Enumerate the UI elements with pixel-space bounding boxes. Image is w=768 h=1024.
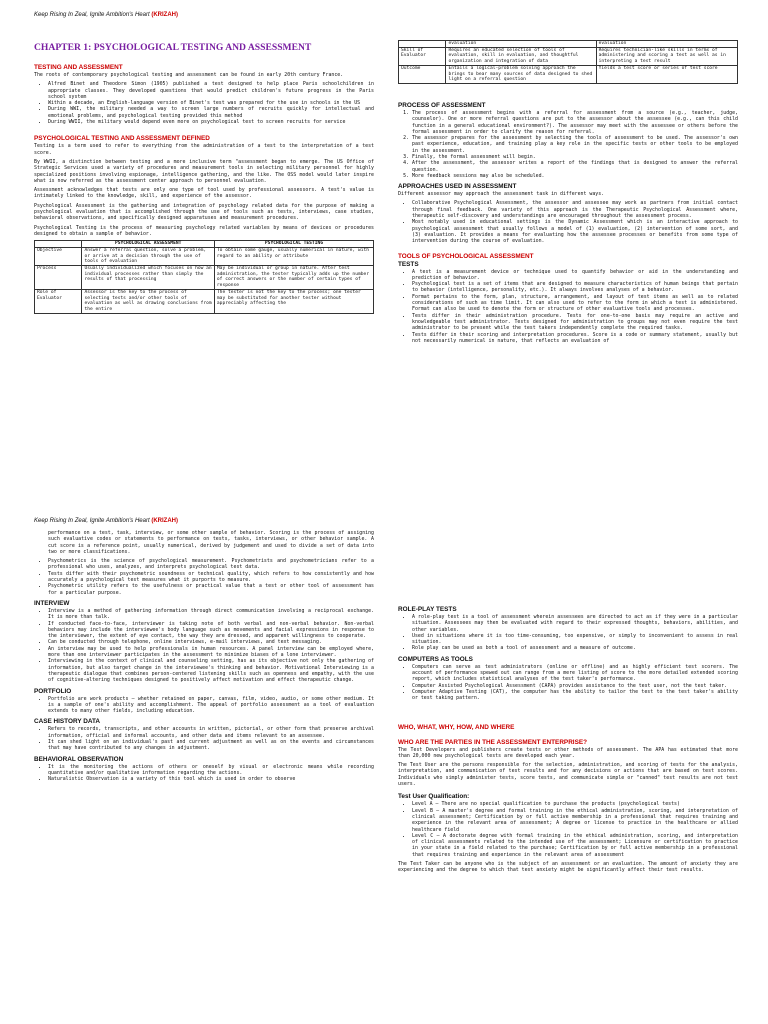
table-cell: Skill of Evaluator <box>399 47 446 65</box>
list-item: • Computer Adaptive Testing (CAT), the computer has the ability to tailor the test to the test taker's ability or test taking pattern. <box>412 689 738 702</box>
list-item: • Tests differ with their psychometric soundness or technical quality, which refers to how consistently and how accurately a psychological test measures what it purports to measure. <box>48 571 374 584</box>
list-item: • During WWI, the military needed a way to screen large numbers of recruits quickly for intellectual and emotional problems, and psychological testing provided this method <box>48 106 374 119</box>
table-cell: Yields a test score or series of test score <box>596 65 737 83</box>
table-header-row <box>35 241 374 248</box>
heading-tools: TOOLS OF PSYCHOLOGICAL ASSESSMENT <box>398 252 534 260</box>
list-item: • Level C – A doctorate degree with formal training in the ethical administration, scoring, and interpretation of clinical assessments related to the intended use of the assessment; Licensure or certification to practice in your state in a field related to the purchase; Certification by or full active membership in a professional that requires training and experience in the relevant area of assessment <box>412 833 738 858</box>
assessment-definition: Assessment acknowledges that tests are only one type of tool used by professional assessors. A test's value is intimately linked to the knowledge, skill, and experience of the assessor. <box>34 187 374 200</box>
table-cell: Entails a logical-problem solving approach the brings to bear many sources of data designed to shed light on a referral question <box>446 65 596 83</box>
list-item: • Alfred Binet and Theodore Simon (1905) published a test designed to help place Paris schoolchildren in appropriate classes. They developed questions that would predict children's future progress in the Paris school system <box>48 81 374 100</box>
heading-test-user-qualification: Test User Qualification: <box>398 793 470 801</box>
levels-list <box>398 801 738 858</box>
heading-behavioral-observation: BEHAVIORAL OBSERVATION <box>34 755 124 763</box>
list-item: 1. The process of assessment begins with a referral for assessment from a source (e.g., teacher, judge, counselor). One or more referral questions are put to the assessor about the assessee (e.g., can this child function in a general educational environment?). The assessor may meet with the assessee or others before the formal assessment in order to clarify the reason for referral. <box>412 110 738 135</box>
heading-process: PROCESS OF ASSESSMENT <box>398 101 486 109</box>
table-header-cell: PSYCHOLOGICAL ASSESSMENT <box>82 241 214 248</box>
table-cell <box>399 41 446 48</box>
list-item: • During WWII, the military would depend even more on psychological test to screen recruits for service <box>48 119 374 125</box>
test-developers-paragraph: The Test Developers and publishers create tests or other methods of assessment. The APA has estimated that more than 20,000 new psychological tests are developed each year. <box>398 746 738 759</box>
psych-assessment-definition: Psychological Assessment is the gathering and integration of psychology related data for the purpose of making a psychological evaluation that is accomplished through the use of tools such as tests, interviews, case studies, behavioral observations, and specifically designed apparatuses and measurement procedures. <box>34 202 374 222</box>
page-header <box>34 12 178 18</box>
page2-right-column <box>398 602 738 1024</box>
table-cell: Answer a referral question, solve a problem, or arrive at a decision through the use of tools of evaluation <box>82 247 214 265</box>
page-2 <box>0 512 768 1024</box>
page2-left-column <box>34 530 374 1024</box>
list-item: 3. Finally, the formal assessment will begin. <box>412 154 738 160</box>
table-cell: evaluation <box>596 41 737 48</box>
testing-definition: Testing is a term used to refer to everything from the administration of a test to the interpretation of a test score. <box>34 143 374 156</box>
list-item: • Psychometric utility refers to the usefulness or practical value that a test or other tool of assessment has for a particular purpose. <box>48 583 374 596</box>
list-item: • Psychometrics is the science of psychological measurement. Psychometrists and psychometricians refer to a professional who uses, analyzes, and interprets psychological test data. <box>48 558 374 571</box>
list-item: • Within a decade, an English-language version of Binet's test was prepared for the use in schools in the US <box>48 100 374 106</box>
intro-paragraph: The roots of contemporary psychological testing and assessment can be found in early 20th century France. <box>34 72 344 78</box>
heading-computers: COMPUTERS AS TOOLS <box>398 655 473 663</box>
list-item: • An interview may be used to help professionals in human resources. A panel interview can be employed where, more than one interviewer participates in the assessment to minimize biases of a lone interviewer. <box>48 646 374 659</box>
list-item: • It can shed light on an individual's past and current adjustment as well as on the events and circumstances that may have contributed to any changes in adjustment. <box>48 739 374 752</box>
page1-left-column <box>34 60 374 510</box>
score-continued: performance on a test, task, interview, or some other sample of behavior. Scoring is the process of assigning such evaluative codes or statements to performance on tests, tasks, interviews, or other behavior sample. A cut score is a reference point, usually numerical, derived by judgement and used to divide a set of data into two or more classifications. <box>48 530 374 555</box>
list-item: • Interviewing in the context of clinical and counseling setting, has as its objective not only the gathering of information, but also target change in the interviewee's thinking and behavior. Motivational Interviewing is a therapeutic dialogue that combines person-centered listening skills such as openness and empathy, with the use of cognitive-altering techniques designed to positively affect motivation and effect therapeutic change. <box>48 658 374 683</box>
list-item: • Tests differ in their administration procedure. Tests for one-to-one basis may require an active and knowledgeable test administrator. Tests designed for administration to groups may not even require the test administrator to be present while the test takers independently complete the required tasks. <box>412 313 738 332</box>
psych-testing-definition: Psychological Testing is the process of measuring psychology related variables by means of devices or procedures designed to obtain a sample of behavior. <box>34 224 374 237</box>
table-cell: The tester is not the key to the process; one tester may be substituted for another tester without appreciably affecting the <box>214 289 373 313</box>
heading-defined: PSYCHOLOGICAL TESTING AND ASSESSMENT DEFINED <box>34 135 210 143</box>
table-cell: evaluation <box>446 41 596 48</box>
approaches-intro: Different assessor may approach the assessment task in different ways. <box>398 191 605 198</box>
heading-who-what: WHO, WHAT, WHY, HOW, AND WHERE <box>398 723 515 731</box>
table-row <box>35 266 374 290</box>
table-cell: Assessor is the key to the process of selecting tests and/or other tools of evaluation as well as drawing conclusions from the entire <box>82 289 214 313</box>
table-cell: Requires technician-like skills in terms of administering and scoring a test as well as in interpreting a test result <box>596 47 737 65</box>
table-cell: May be individual or group in nature. After test administration, the tester typically adds up the number of correct answers or the number of certain types of response <box>214 266 373 290</box>
psychometrics-list <box>34 558 374 596</box>
chapter-title: CHAPTER 1: PSYCHOLOGICAL TESTING AND ASSESSMENT <box>34 42 312 53</box>
approaches-list <box>398 200 738 244</box>
heading-parties: WHO ARE THE PARTIES IN THE ASSESSMENT ENTERPRISE? <box>398 738 588 746</box>
table-cell: Requires an educated selection of tools of evaluation, skill in evaluation, and thoughtful organization and integration of data <box>446 47 596 65</box>
table-cell: To obtain some gauge, usually numerical in nature, with regard to an ability or attribute <box>214 247 373 265</box>
list-item: • Computer Assisted Psychological Assessment (CAPA) provides assistance to the test user, not the test taker. <box>412 683 738 689</box>
list-item: 4. After the assessment, the assessor writes a report of the findings that is designed to answer the referral question. <box>412 160 738 173</box>
list-item: 2. The assessor prepares for the assessment by selecting the tools of assessment to be used. The assessor's own past experience, education, and training play a key role in the specific tests or other tools to be employed in the assessment. <box>412 135 738 154</box>
tests-list <box>398 269 738 345</box>
role-play-list <box>398 614 738 652</box>
table-row <box>399 41 738 48</box>
list-item: • Role play can be used as both a tool of assessment and a measure of outcome. <box>412 645 738 651</box>
table-cell: Usually individualized which focuses on how an individual processes rather than simply the results of that processing <box>82 266 214 290</box>
case-history-list <box>34 726 374 751</box>
header-tagline: Keep Rising In Zeal, Ignite Ambition's Heart <box>34 12 150 18</box>
heading-testing-assessment: TESTING AND ASSESSMENT <box>34 64 123 71</box>
table-cell: Outcome <box>399 65 446 83</box>
list-item: • Format pertains to the form, plan, structure, arrangement, and layout of test items as well as to related considerations of such as time limit. It can also used to refer to the form in which a test is administered. Format can also be used to denote the form or structure of other evaluative tools and processes. <box>412 294 738 313</box>
list-item: • Naturalistic Observation is a variety of this tool which is used in order to observe <box>48 776 374 782</box>
table-row <box>399 65 738 83</box>
header-logo: (KRIZAH) <box>151 518 178 524</box>
test-taker-paragraph: The Test Taker can be anyone who is the subject of an assessment or an evaluation. The amount of anxiety they are experiencing and the degree to which that test anxiety might be significantly affect their test results. <box>398 861 738 874</box>
page-header <box>34 518 178 524</box>
heading-case-history: CASE HISTORY DATA <box>34 718 101 726</box>
computers-list <box>398 664 738 702</box>
list-item: • Computers can serve as test administrators (online or offline) and as highly efficient test scorers. The account of performance spewed out can range from a mere listing of score to the more detailed extended scoring report, which includes statistical analyses of the test taker's performance. <box>412 664 738 683</box>
table-header-cell <box>35 241 82 248</box>
header-tagline: Keep Rising In Zeal, Ignite Ambition's Heart <box>34 518 150 524</box>
list-item: 5. More feedback sessions may also be scheduled. <box>412 173 738 179</box>
process-steps <box>398 110 738 179</box>
test-users-paragraph: The Test User are the persons responsible for the selection, administration, and scoring of tests for the analysis, interpretation, and communication of test results and for any decisions or actions that are based on test scores. Individuals who simply administer tests, score tests, and communicate simple or "canned" test results are not test users. <box>398 762 738 788</box>
list-item: • Can be conducted through telephone, online interviews, e-mail interviews, and text messaging. <box>48 639 374 645</box>
list-item: • Tests differ in their scoring and interpretation procedures. Score is a code or summary statement, usually but not necessarily numerical in nature, that reflects an evaluation of <box>412 332 738 345</box>
behavioral-list <box>34 764 374 783</box>
portfolio-list <box>34 696 374 715</box>
table-cell: Process <box>35 266 82 290</box>
list-item: • A test is a measurement device or technique used to quantify behavior or aid in the understanding and prediction of behavior. <box>412 269 738 282</box>
heading-tests: TESTS <box>398 260 419 268</box>
heading-portfolio: PORTFOLIO <box>34 687 72 695</box>
table-row <box>35 289 374 313</box>
comparison-table-continued <box>398 40 738 84</box>
page1-right-column <box>398 40 738 510</box>
list-item: • Level B – A master's degree and formal training in the ethical administration, scoring, and interpretation of clinical assessment; Certification by or full active membership in a professional that requires training and experience in the relevant area of assessment; A degree or license to practice in the healthcare or allied healthcare field <box>412 808 738 833</box>
list-item: • Collaborative Psychological Assessment, the assessor and assessee may work as partners from initial contact through final feedback. One variety of this approach is the Therapeutic Psychological Assessment where, therapeutic self-discovery and understandings are encouraged throughout the assessment process. <box>412 200 738 219</box>
list-item: • A role-play test is a tool of assessment wherein assessees are directed to act as if they were in a particular situation. Assessees may then be evaluated with regard to their expressed thoughts, behaviors, abilities, and other variables. <box>412 614 738 633</box>
interview-list <box>34 608 374 684</box>
list-item: • Most notably used in educational settings is the Dynamic Assessment which is an interactive approach to psychological assessment that usually follows a model of (1) evaluation, (2) intervention of some sort, and (3) evaluation. It provides a means for evaluating how the assessee processes or benefits from some type of intervention during the course of evaluation. <box>412 219 738 244</box>
list-item: • If conducted face-to-face, interviewer is taking note of both verbal and non-verbal behavior. Non-verbal behaviors may include the interviewee's body language such as movements and facial expressions in response to the interviewer, the extent of eye contact, the way they are dressed, and apparent willingness to cooperate. <box>48 621 374 640</box>
list-item: • Level A – There are no special qualification to purchase the products (psychological tests) <box>412 801 738 807</box>
ww2-paragraph: By WWII, a distinction between testing and a more inclusive term "assessment began to emerge. The US Office of Strategic Services used a variety of procedures and measurement tools in selecting military personnel for highly specialized positions involving espionage, intelligence gathering, and the like. The OSS model would later inspire what is now referred as the assessment center approach to personnel evaluation. <box>34 158 374 184</box>
comparison-table <box>34 240 374 313</box>
table-row <box>399 47 738 65</box>
table-header-cell: PSYCHOLOGICAL TESTING <box>214 241 373 248</box>
heading-approaches: APPROACHES USED IN ASSESSMENT <box>398 183 517 191</box>
list-item: • Psychological test is a set of items that are designed to measure characteristics of human beings that pertain to behavior (intelligence, personality, etc.). It always involves analyses of a behavior. <box>412 281 738 294</box>
list-item: • Refers to records, transcripts, and other accounts in written, pictorial, or other form that preserve archival information, official and informal accounts, and other data and items relevant to an assessee. <box>48 726 374 739</box>
list-item: • Portfolio are work products – whether retained on paper, canvas, film, video, audio, or some other medium. It is a sample of one's ability and accomplishment. The appeal of portfolio assessment as a tool of evaluation extends to many other fields, including education. <box>48 696 374 715</box>
table-cell: Role of Evaluator <box>35 289 82 313</box>
history-list <box>34 81 374 125</box>
table-row <box>35 247 374 265</box>
list-item: • Used in situations where it is too time-consuming, too expensive, or simply to inconvenient to assess in real situation. <box>412 633 738 646</box>
list-item: • It is the monitoring the actions of others or oneself by visual or electronic means while recording quantitative and/or qualitative information regarding the actions. <box>48 764 374 777</box>
header-logo: (KRIZAH) <box>151 12 178 18</box>
table-cell: Objective <box>35 247 82 265</box>
heading-role-play: ROLE-PLAY TESTS <box>398 606 457 613</box>
list-item: • Interview is a method of gathering information through direct communication involving a reciprocal exchange. It is more than talk. <box>48 608 374 621</box>
heading-interview: INTERVIEW <box>34 599 70 607</box>
